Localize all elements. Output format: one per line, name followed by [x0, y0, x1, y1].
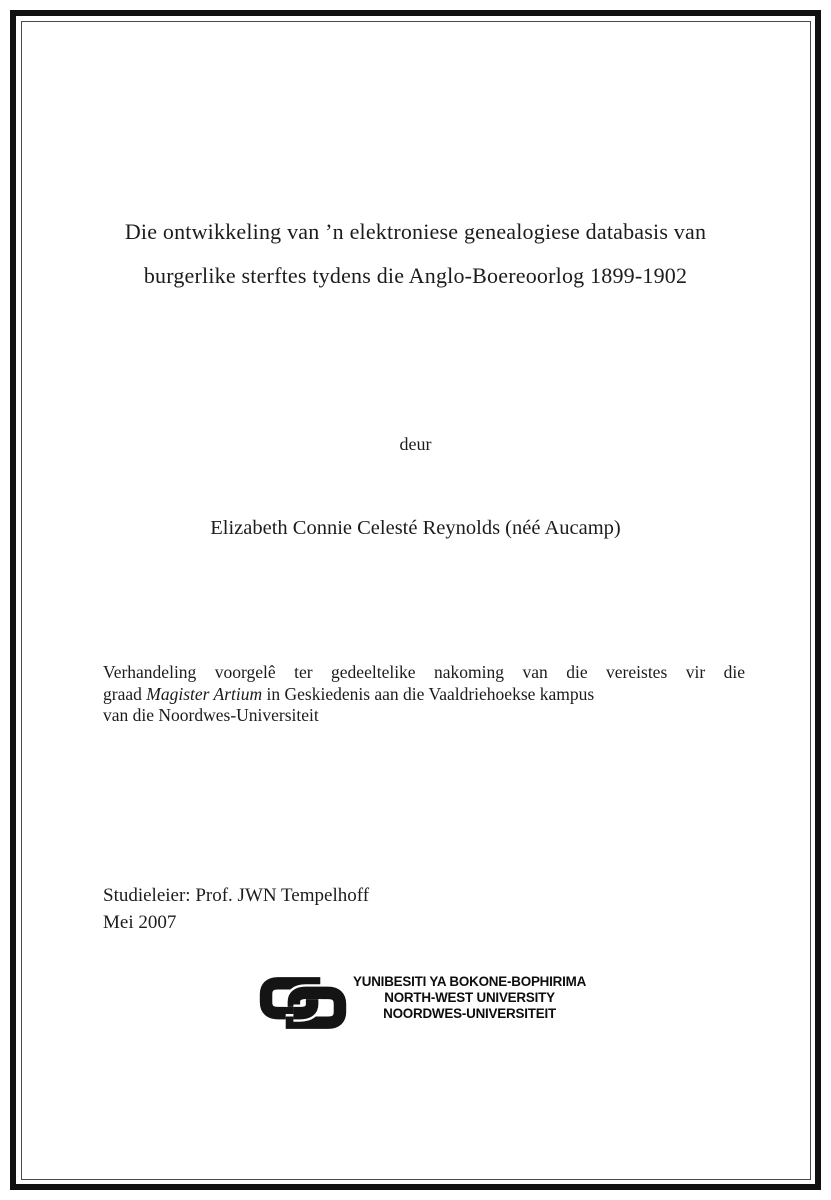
degree-name: Magister Artium	[146, 683, 263, 704]
byline-deur: deur	[399, 434, 432, 454]
thesis-title-line1: Die ontwikkeling van ’n elektroniese genealogiese databasis van	[124, 219, 707, 244]
submission-statement	[103, 662, 745, 727]
logo-text-english: NORTH-WEST UNIVERSITY	[384, 989, 555, 1005]
supervisor-line: Studieleier: Prof. JWN Tempelhoff	[103, 885, 370, 906]
thesis-title-line2: burgerlike sterftes tydens die Anglo-Boereoorlog 1899-1902	[143, 263, 688, 288]
logo-text-afrikaans: NOORDWES-UNIVERSITEIT	[383, 1005, 556, 1021]
thesis-title	[60, 210, 771, 298]
submission-line2-prefix: graad	[103, 683, 147, 704]
author-name: Elizabeth Connie Celesté Reynolds (néé Aucamp)	[210, 517, 621, 539]
logo-text-setswana: YUNIBESITI YA BOKONE-BOPHIRIMA	[353, 974, 587, 989]
submission-line2	[103, 684, 745, 706]
university-logo-text	[353, 974, 586, 1021]
submission-line1: Verhandeling voorgelê ter gedeeltelike nakoming van die vereistes vir die	[103, 662, 745, 682]
submission-line3: van die Noordwes-Universiteit	[103, 705, 319, 725]
date-line: Mei 2007	[103, 912, 177, 933]
submission-line2-suffix: in Geskiedenis aan die Vaaldriehoekse kampus	[262, 683, 595, 704]
nwu-interlocking-links-icon	[255, 969, 351, 1037]
university-logo	[255, 969, 586, 1037]
